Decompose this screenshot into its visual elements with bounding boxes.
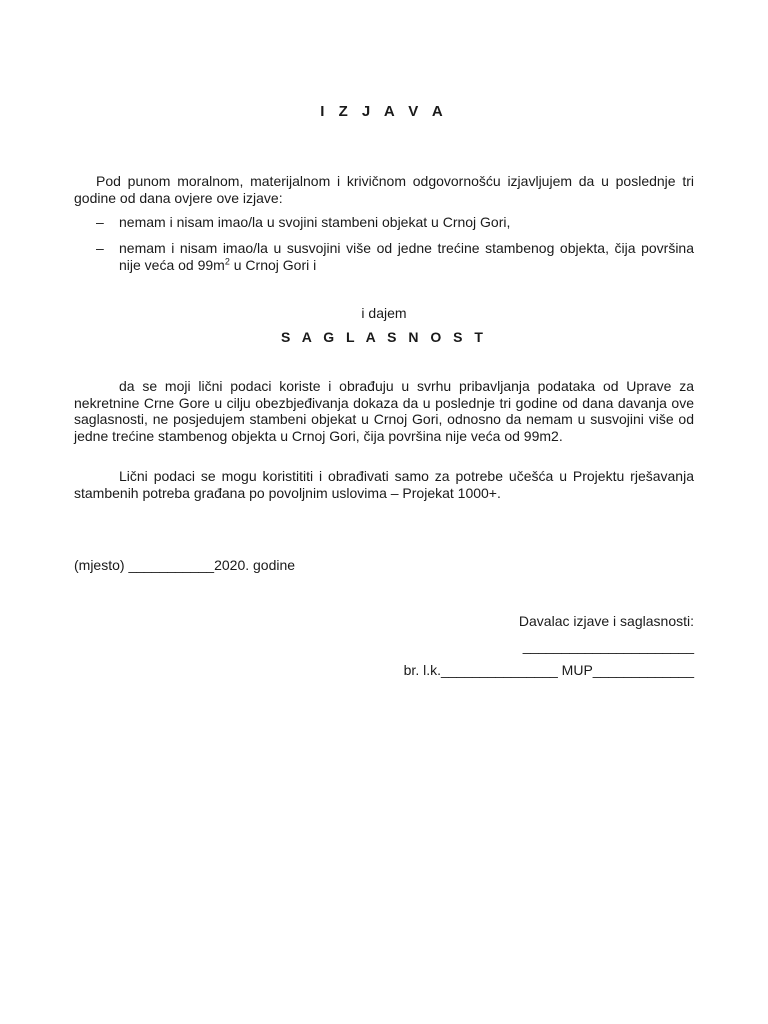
declaration-list-1 (74, 214, 694, 231)
dajem-text: i dajem (361, 305, 407, 321)
place-date-line: (mjesto) ___________2020. godine (74, 557, 296, 573)
list-item (74, 240, 694, 273)
declaration-list-2 (74, 240, 694, 273)
usage-paragraph: Lični podaci se mogu koristititi i obrađivati samo za potrebe učešća u Projektu rješavanja stambenih potreba građana po povoljnim uslovima – Projekat 1000+. (74, 468, 694, 501)
list-item-text (119, 240, 694, 273)
dash-bullet: – (96, 214, 104, 230)
document-title: I Z J A V A (320, 103, 448, 120)
signature-line: ______________________ (522, 638, 694, 654)
id-card-line: br. l.k._______________ MUP_____________ (403, 662, 694, 678)
intro-paragraph: Pod punom moralnom, materijalnom i krivičnom odgovornošću izjavljujem da u poslednje tri godine od dana ovjere ove izjave: (74, 173, 694, 206)
list-item-text-tail: u Crnoj Gori i (229, 256, 317, 273)
consent-paragraph: da se moji lični podaci koriste i obrađuju u svrhu pribavljanja podataka od Uprave za nekretnine Crne Gore u cilju obezbjeđivanja dokaza da u poslednje tri godine od dana davanja ove saglasnosti, ne posjedujem stambeni objekat u Crnoj Gori, odnosno da nemam u susvojini više od jedne trećine stambenog objekta u Crnoj Gori, čija površina nije veća od 99m2. (74, 378, 694, 444)
consent-title: S A G L A S N O S T (281, 329, 487, 345)
list-item-text-main: nemam i nisam imao/la u susvojini više od jedne trećine stambenog objekta, čija površina nije veća od 99m (119, 240, 694, 273)
superscript: 2 (224, 255, 230, 266)
signer-label: Davalac izjave i saglasnosti: (518, 613, 694, 629)
dash-bullet: – (96, 240, 104, 256)
list-item-text: nemam i nisam imao/la u svojini stambeni objekat u Crnoj Gori, (119, 214, 511, 230)
list-item (74, 214, 694, 231)
